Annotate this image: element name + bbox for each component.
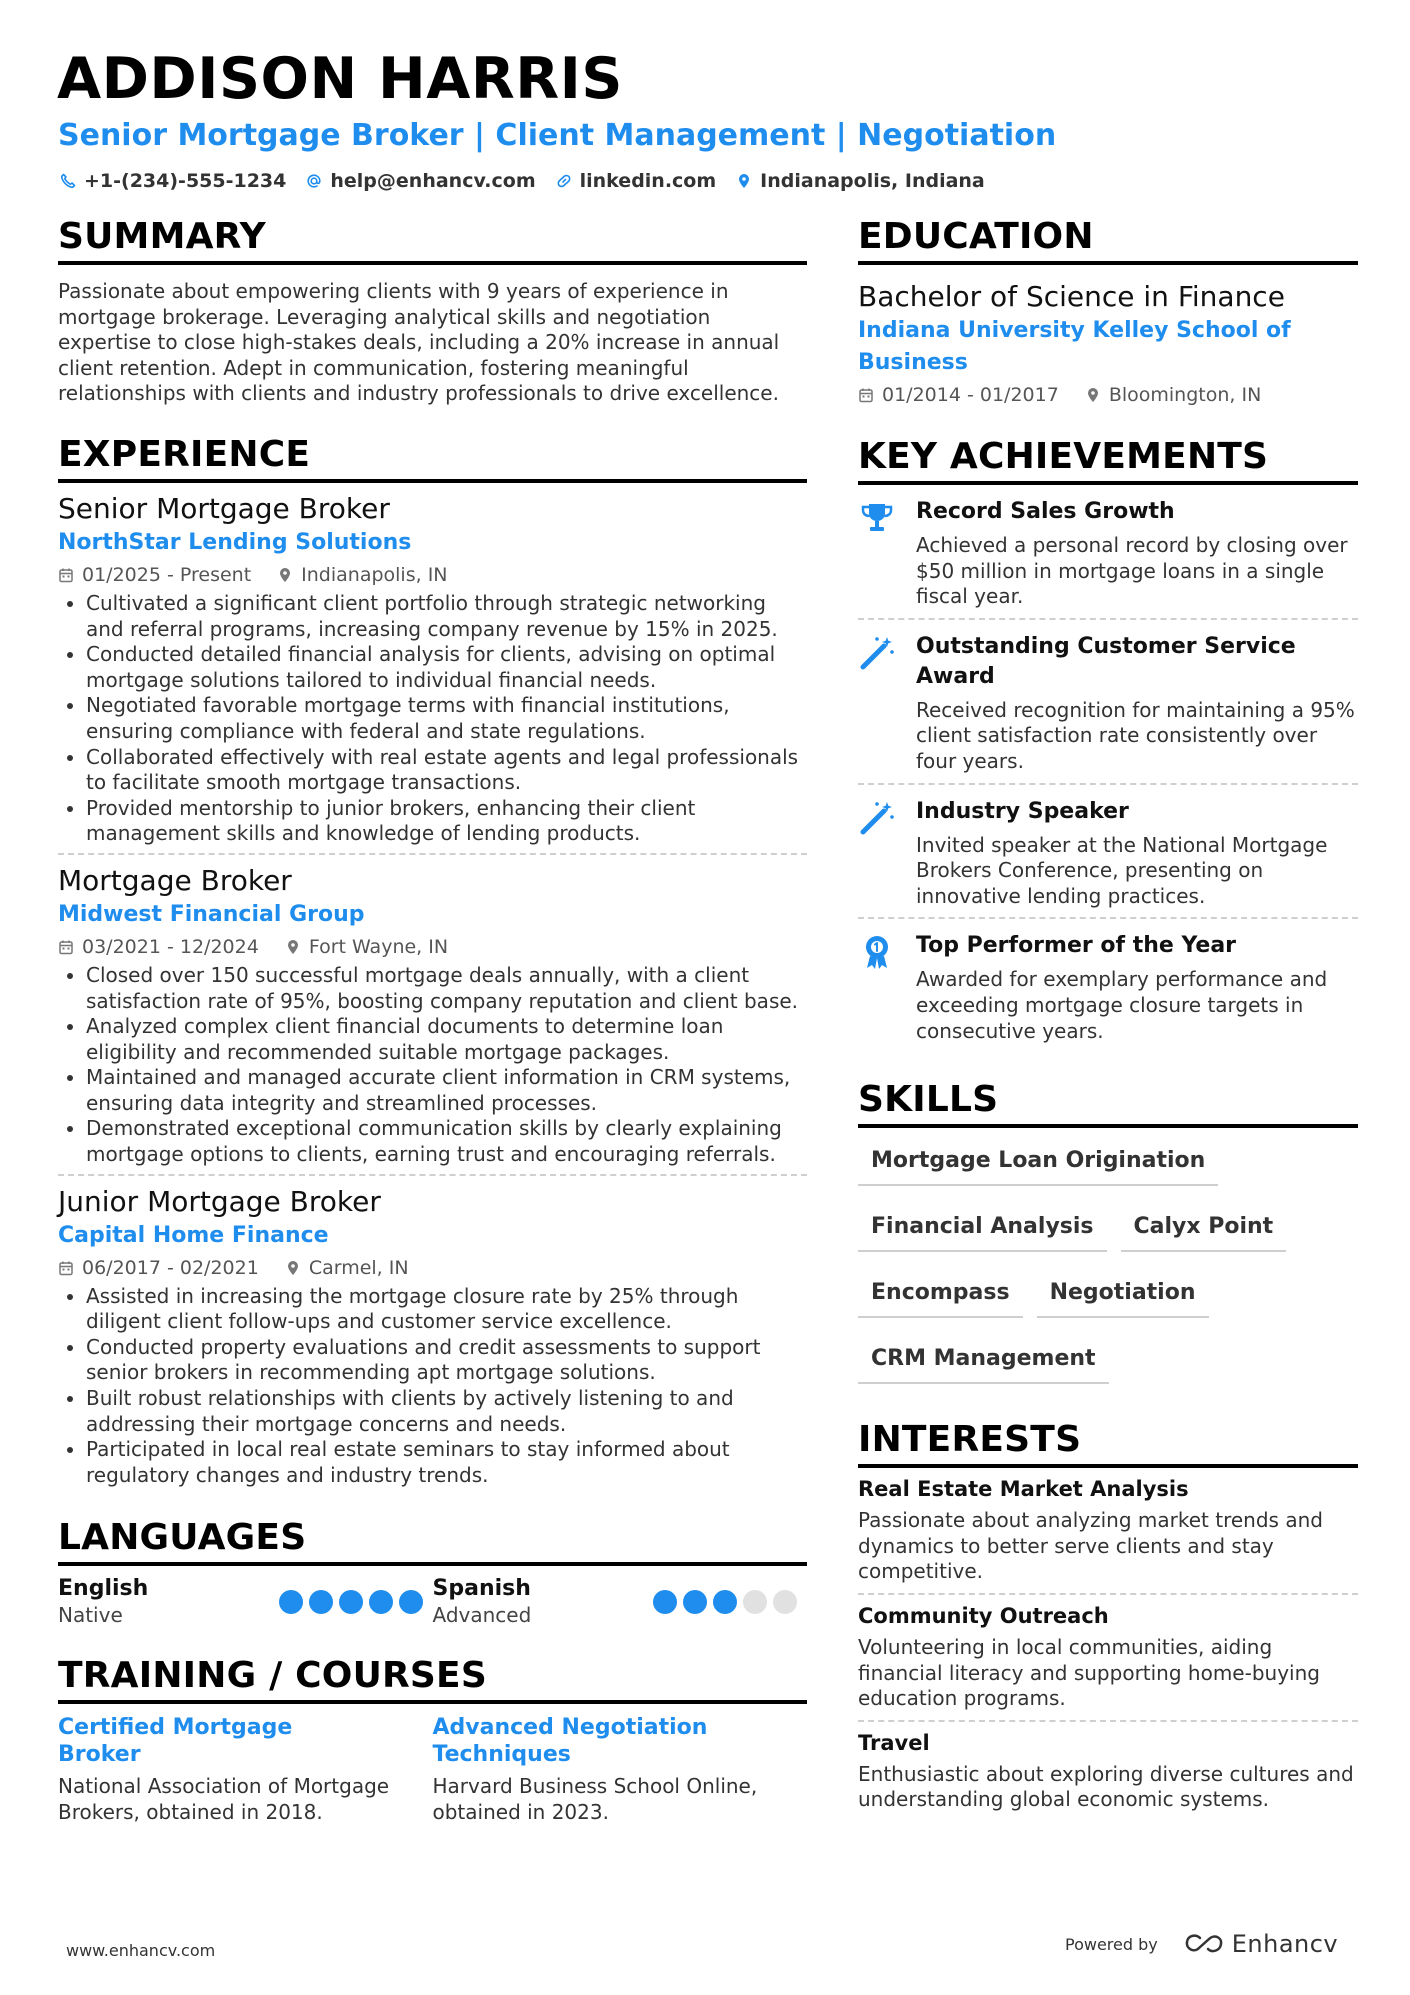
job-title: Junior Mortgage Broker [58,1184,381,1218]
entry-divider [58,1174,807,1176]
achievement-description: Invited speaker at the National Mortgage Brokers Conference, presenting on innovative lending practices. [916,832,1328,908]
powered-by-label: Powered by [1065,1934,1158,1954]
course-description: Harvard Business School Online, obtained in 2023. [432,1774,758,1824]
brand-logo[interactable] [1184,1930,1338,1958]
language-rating [279,1590,423,1628]
achievements-section [858,435,1358,1052]
bullet-item: • Analyzed complex client financial documents to determine loan eligibility and recommended suitable mortgage packages. [86,1014,807,1065]
education-dates: 01/2014 - 01/2017 [882,384,1059,406]
job-meta [58,933,807,961]
rating-dot-filled [399,1590,423,1614]
job-meta [58,561,807,589]
rating-dot-filled [653,1590,677,1614]
job-bullets [58,963,807,1168]
languages-list [58,1576,807,1628]
job-bullets [58,1284,807,1489]
bullet-item: • Cultivated a significant client portfolio through strategic networking and referral programs, increasing company revenue by 15% in 2025. [86,591,807,642]
skill-tag: Mortgage Loan Origination [858,1136,1218,1186]
achievement-title: Industry Speaker [916,798,1129,824]
contact-phone[interactable] [60,167,286,195]
course-title: Certified Mortgage Broker [58,1715,293,1768]
rating-dot-filled [713,1590,737,1614]
contact-bar [60,167,985,195]
school-name: Indiana University Kelley School of Business [858,318,1291,375]
right-column [858,215,1358,1821]
summary-text: Passionate about empowering clients with 9 years of experience in mortgage brokerage. Leveraging analytical skills and negotiation expertise to close high-stakes deals, including a 20% increase in annual client retention. Adept in communication, fostering meaningful relationships with clients and industry professionals to drive excellence. [58,279,780,406]
linkedin-text: linkedin.com [579,170,717,192]
award-ribbon-icon [858,933,896,971]
achievement-title: Top Performer of the Year [916,933,1237,959]
job-bullets [58,591,807,847]
achievement-description: Received recognition for maintaining a 95% client satisfaction rate consistently over four years. [916,697,1355,773]
experience-heading: EXPERIENCE [58,433,807,483]
job-title: Mortgage Broker [58,863,292,897]
calendar-icon [58,567,74,583]
experience-section [58,433,807,1488]
entry-divider [58,853,807,855]
map-pin-icon [285,1260,301,1276]
link-icon [556,173,572,189]
training-heading: TRAINING / COURSES [58,1654,807,1704]
language-rating [653,1590,797,1628]
achievement-title: Outstanding Customer Service Award [916,633,1296,689]
skills-list [858,1136,1358,1400]
footer-website[interactable]: www.enhancv.com [66,1941,216,1960]
bullet-item: • Built robust relationships with clients by actively listening to and addressing their mortgage concerns and needs. [86,1386,807,1437]
map-pin-icon [736,173,752,189]
job-dates: 01/2025 - Present [82,563,252,586]
location-text: Indianapolis, Indiana [760,170,985,192]
candidate-headline: Senior Mortgage Broker | Client Management | Negotiation [58,118,1057,153]
degree-title: Bachelor of Science in Finance [858,280,1285,313]
trophy-icon [858,499,896,537]
achievements-heading: KEY ACHIEVEMENTS [858,435,1358,485]
interest-title: Real Estate Market Analysis [858,1477,1189,1502]
at-sign-icon [306,173,322,189]
achievement-item [858,919,1358,1052]
left-column [58,215,807,1826]
rating-dot-empty [773,1590,797,1614]
map-pin-icon [285,939,301,955]
education-section [858,215,1358,409]
skill-tag: Encompass [858,1268,1023,1318]
company-name: NorthStar Lending Solutions [58,529,412,555]
interest-item [858,1722,1358,1821]
interest-description: Volunteering in local communities, aiding financial literacy and supporting home-buying education programs. [858,1634,1320,1711]
job-dates: 06/2017 - 02/2021 [82,1256,259,1279]
phone-text: +1-(234)-555-1234 [84,170,287,192]
language-name: Spanish [432,1576,531,1602]
achievement-item [858,485,1358,620]
calendar-icon [58,939,74,955]
interest-description: Enthusiastic about exploring diverse cultures and understanding global economic systems. [858,1761,1354,1812]
rating-dot-filled [369,1590,393,1614]
course-item [58,1714,433,1825]
job-location: Carmel, IN [308,1256,409,1279]
rating-dot-empty [743,1590,767,1614]
experience-entry [58,491,807,855]
company-name: Capital Home Finance [58,1222,329,1248]
education-heading: EDUCATION [858,215,1358,265]
achievement-item [858,620,1358,785]
enhancv-logo-icon [1184,1933,1224,1955]
bullet-item: • Collaborated effectively with real estate agents and legal professionals to facilitate smooth mortgage transactions. [86,745,807,796]
achievement-description: Achieved a personal record by closing over $50 million in mortgage loans in a single fiscal year. [916,533,1348,609]
interest-title: Community Outreach [858,1603,1109,1628]
languages-section [58,1516,807,1628]
rating-dot-filled [279,1590,303,1614]
contact-email[interactable] [306,167,535,195]
interests-section [858,1418,1358,1821]
calendar-icon [58,1260,74,1276]
skill-tag: CRM Management [858,1334,1109,1384]
bullet-item: • Maintained and managed accurate client information in CRM systems, ensuring data integrity and streamlined processes. [86,1065,807,1116]
bullet-item: • Conducted detailed financial analysis for clients, advising on optimal mortgage solutions tailored to individual financial needs. [86,642,807,693]
language-item [58,1576,433,1628]
interest-item [858,1595,1358,1722]
rating-dot-filled [683,1590,707,1614]
skill-tag: Negotiation [1037,1268,1209,1318]
language-level: Advanced [432,1603,532,1628]
skills-section [858,1078,1358,1400]
email-text: help@enhancv.com [330,170,536,192]
interest-description: Passionate about analyzing market trends and dynamics to better serve clients and stay competitive. [858,1508,1323,1584]
skill-tag: Financial Analysis [858,1202,1107,1252]
language-name: English [58,1576,149,1602]
interest-title: Travel [858,1730,930,1755]
achievement-item [858,785,1358,920]
training-section [58,1654,807,1825]
languages-heading: LANGUAGES [58,1516,807,1566]
candidate-name: ADDISON HARRIS [57,46,623,112]
achievement-description: Awarded for exemplary performance and exceeding mortgage closure targets in consecutive years. [916,967,1328,1043]
skills-heading: SKILLS [858,1078,1358,1128]
phone-icon [60,173,76,189]
education-meta [858,381,1358,409]
interest-item [858,1468,1358,1595]
experience-entry [58,1184,807,1489]
interests-heading: INTERESTS [858,1418,1358,1468]
job-location: Indianapolis, IN [301,563,448,586]
experience-entry [58,863,807,1176]
summary-heading: SUMMARY [58,215,807,265]
map-pin-icon [1085,387,1101,403]
course-item [433,1714,808,1825]
bullet-item: • Participated in local real estate seminars to stay informed about regulatory changes and industry trends. [86,1437,807,1488]
calendar-icon [858,387,874,403]
map-pin-icon [277,567,293,583]
footer-branding [1065,1930,1338,1958]
language-level: Native [58,1603,123,1628]
language-item [433,1576,808,1628]
summary-section [58,215,807,407]
magic-wand-icon [858,799,896,837]
course-description: National Association of Mortgage Brokers, obtained in 2018. [58,1774,390,1824]
magic-wand-icon [858,634,896,672]
bullet-item: • Negotiated favorable mortgage terms with financial institutions, ensuring compliance with federal and state regulations. [86,693,807,744]
brand-name: Enhancv [1231,1930,1339,1958]
company-name: Midwest Financial Group [58,901,365,927]
bullet-item: • Conducted property evaluations and credit assessments to support senior brokers in recommending apt mortgage solutions. [86,1335,807,1386]
course-title: Advanced Negotiation Techniques [432,1715,708,1768]
bullet-item: • Assisted in increasing the mortgage closure rate by 25% through diligent client follow-ups and customer service excellence. [86,1284,807,1335]
courses-list [58,1714,807,1825]
education-location: Bloomington, IN [1108,384,1262,406]
contact-linkedin[interactable] [556,167,717,195]
job-title: Senior Mortgage Broker [58,491,390,525]
contact-location [736,167,985,195]
achievement-title: Record Sales Growth [916,499,1175,524]
bullet-item: • Provided mentorship to junior brokers, enhancing their client management skills and knowledge of lending products. [86,796,807,847]
rating-dot-filled [309,1590,333,1614]
bullet-item: • Demonstrated exceptional communication skills by clearly explaining mortgage options to clients, earning trust and encouraging referrals. [86,1116,807,1167]
job-dates: 03/2021 - 12/2024 [82,935,259,958]
job-location: Fort Wayne, IN [308,935,449,958]
rating-dot-filled [339,1590,363,1614]
skill-tag: Calyx Point [1121,1202,1287,1252]
job-meta [58,1254,807,1282]
bullet-item: • Closed over 150 successful mortgage deals annually, with a client satisfaction rate of 95%, boosting company reputation and client base. [86,963,807,1014]
